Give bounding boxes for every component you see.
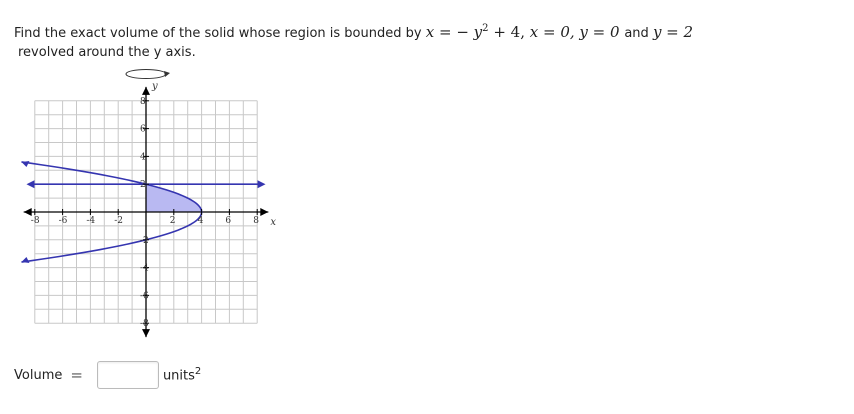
y-axis-arrow-up	[142, 87, 150, 95]
x-tick-label: 8	[253, 216, 259, 226]
x-axis-label: x	[270, 217, 276, 228]
y-tick-label: 6	[140, 124, 146, 135]
y-axis-label: y	[152, 80, 158, 92]
x-axis-arrow-right	[260, 208, 268, 216]
x-tick-label: -8	[30, 216, 40, 226]
x-tick-label: 4	[197, 216, 204, 226]
graph-canvas	[0, 62, 300, 342]
equals-sign: =	[70, 366, 83, 384]
x-tick-label: 2	[169, 216, 176, 226]
x-axis-arrow-left	[24, 208, 32, 216]
question-text	[14, 19, 693, 62]
question-and: and	[624, 26, 649, 41]
line-y-2-arrow-left	[26, 180, 34, 188]
question-y-bound: y = 2	[652, 23, 694, 41]
parabola-arrow-bottom	[21, 257, 29, 263]
y-tick-label: 2	[140, 180, 146, 191]
parabola-arrow-top	[21, 161, 29, 167]
volume-answer-input[interactable]	[97, 361, 159, 389]
volume-label: Volume	[14, 367, 63, 383]
y-tick-label: -6	[140, 291, 149, 302]
line-y-2-arrow-right	[258, 180, 266, 188]
rotation-arrowhead-icon	[164, 71, 170, 77]
answer-row	[14, 360, 201, 390]
y-tick-label: -4	[140, 263, 149, 274]
units-label: units$^2$	[162, 366, 202, 384]
y-tick-label: -2	[140, 235, 149, 246]
question-equation: x = − $y^2 + 4$, x = 0, y = 0	[425, 23, 620, 41]
y-tick-label: 8	[140, 96, 146, 107]
question-prefix: Find the exact volume of the solid whose region is bounded by	[14, 26, 422, 41]
y-axis-arrow-down	[142, 329, 150, 337]
question-line-2: revolved around the y axis.	[18, 45, 196, 60]
x-tick-label: 6	[225, 216, 232, 226]
y-tick-label: -8	[140, 319, 149, 330]
x-tick-label: -2	[114, 216, 123, 226]
region-graph	[0, 62, 300, 342]
x-tick-label: -6	[58, 216, 68, 226]
x-tick-label: -4	[86, 216, 96, 226]
y-tick-label: 4	[140, 152, 146, 163]
rotation-arrow-icon	[126, 70, 166, 79]
